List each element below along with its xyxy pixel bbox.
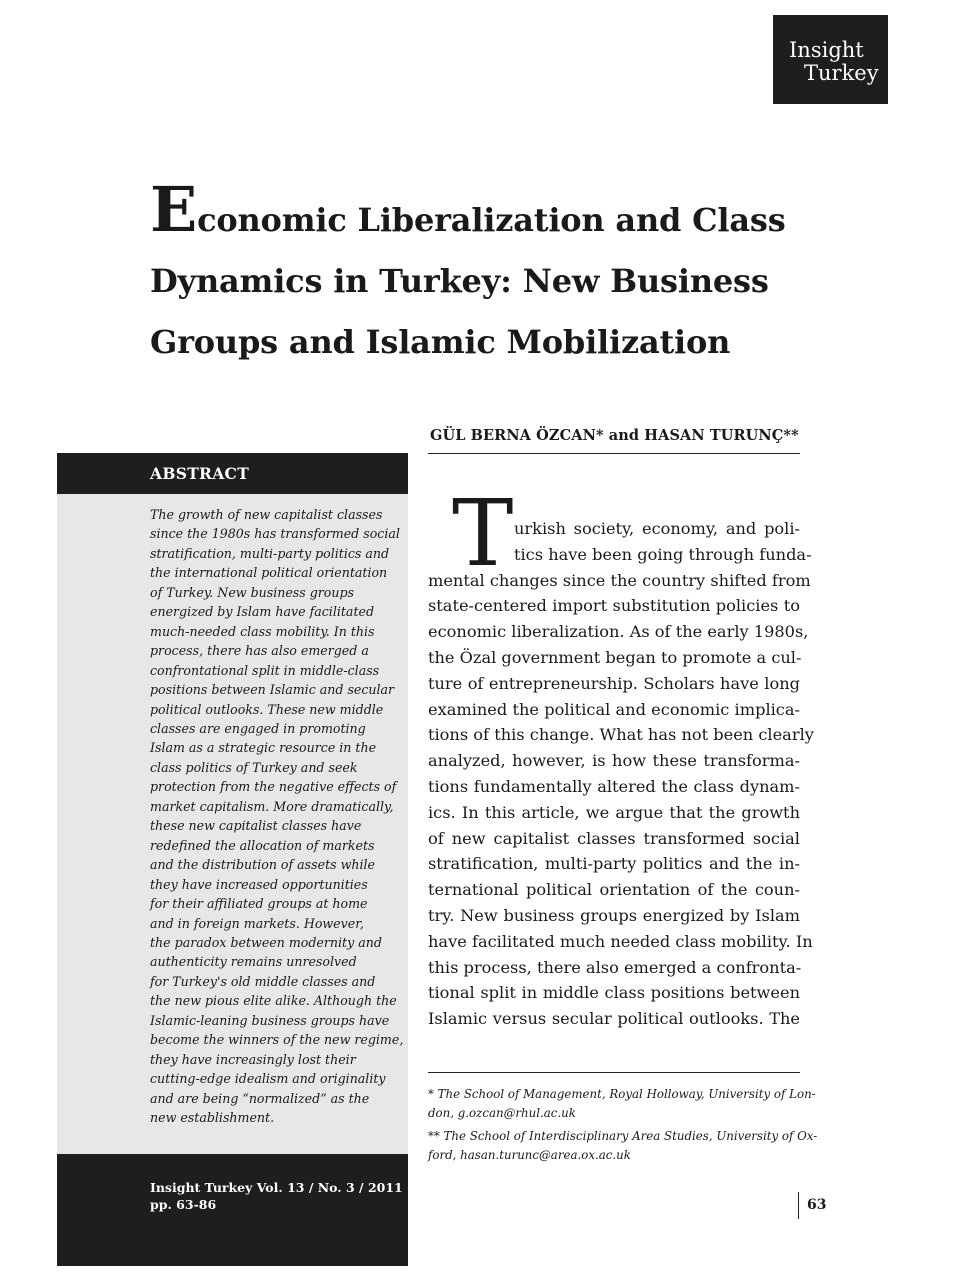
abstract-line: they have increased opportunities <box>150 876 368 892</box>
abstract-line: classes are engaged in promoting <box>150 720 366 736</box>
body-line: state-centered import substitution policies to <box>428 596 800 616</box>
body-line: the Özal government began to promote a cul- <box>428 647 802 667</box>
body-line: tions fundamentally altered the class dynam- <box>428 776 800 796</box>
abstract-header <box>57 453 408 494</box>
author-byline: GÜL BERNA ÖZCAN* and HASAN TURUNÇ** <box>430 427 799 444</box>
abstract-line: The growth of new capitalist classes <box>150 507 383 522</box>
footnote-line: * The School of Management, Royal Holloway, University of Lon- <box>428 1087 816 1101</box>
title-initial: E <box>150 173 198 246</box>
body-line: this process, there also emerged a confronta- <box>428 957 802 977</box>
abstract-line: become the winners of the new regime, <box>150 1032 404 1048</box>
title-line-3: Groups and Islamic Mobilization <box>150 323 731 361</box>
citation-box <box>57 1154 408 1266</box>
abstract-heading: ABSTRACT <box>150 464 250 483</box>
abstract-line: much-needed class mobility. In this <box>150 623 375 639</box>
body-line: tics have been going through funda- <box>514 544 812 564</box>
page-number-divider <box>798 1192 799 1219</box>
footnote-1 <box>428 1085 816 1123</box>
footnote-line: ford, hasan.turunc@area.ox.ac.uk <box>428 1148 631 1162</box>
abstract-line: Islam as a strategic resource in the <box>150 740 377 756</box>
title-line-2: Dynamics in Turkey: New Business <box>150 262 769 300</box>
abstract-line: political outlooks. These new middle <box>150 701 384 717</box>
body-line: analyzed, however, is how these transforma- <box>428 751 800 771</box>
body-line: stratification, multi-party politics and the in- <box>428 854 800 874</box>
abstract-line: the international political orientation <box>150 565 388 581</box>
body-line: examined the political and economic implica- <box>428 699 800 719</box>
abstract-line: market capitalism. More dramatically, <box>150 798 394 814</box>
abstract-line: confrontational split in middle-class <box>150 662 380 678</box>
journal-logo <box>773 15 888 104</box>
abstract-line: since the 1980s has transformed social <box>150 526 400 542</box>
body-text <box>428 516 814 1032</box>
body-line: mental changes since the country shifted from <box>428 570 811 590</box>
title-line-1 <box>150 173 810 251</box>
logo-line-2: Turkey <box>804 61 879 85</box>
body-line: have facilitated much needed class mobility. In <box>428 931 813 951</box>
abstract-line: the new pious elite alike. Although the <box>150 993 397 1009</box>
body-line: tional split in middle class positions between <box>428 983 800 1003</box>
abstract-line: stratification, multi-party politics and <box>150 545 390 561</box>
abstract-line: energized by Islam have facilitated <box>150 604 375 620</box>
abstract-line: protection from the negative effects of <box>150 779 397 795</box>
abstract-line: new establishment. <box>150 1110 275 1126</box>
byline-divider <box>428 453 800 454</box>
body-line: ternational political orientation of the coun- <box>428 880 800 900</box>
abstract-line: of Turkey. New business groups <box>150 584 355 600</box>
abstract-line: these new capitalist classes have <box>150 818 362 834</box>
body-line: ture of entrepreneurship. Scholars have long <box>428 673 800 693</box>
abstract-line: for their affiliated groups at home <box>150 896 368 912</box>
body-line: Islamic versus secular political outlooks. The <box>428 1009 800 1029</box>
body-line: urkish society, economy, and poli- <box>514 519 800 538</box>
abstract-line: they have increasingly lost their <box>150 1051 356 1067</box>
abstract-line: redefined the allocation of markets <box>150 837 375 853</box>
footnote-line: don, g.ozcan@rhul.ac.uk <box>428 1106 576 1120</box>
abstract-line: positions between Islamic and secular <box>150 682 395 698</box>
journal-issue: Insight Turkey Vol. 13 / No. 3 / 2011 <box>150 1180 403 1195</box>
abstract-line: process, there has also emerged a <box>150 643 369 659</box>
footnote-2 <box>428 1127 818 1165</box>
abstract-line: authenticity remains unresolved <box>150 954 357 970</box>
footnote-divider <box>428 1072 800 1073</box>
abstract-line: Islamic-leaning business groups have <box>150 1012 390 1028</box>
title-line-1-text: conomic Liberalization and Class <box>197 201 786 239</box>
logo-line-1: Insight <box>789 38 864 62</box>
abstract-line: cutting-edge idealism and originality <box>150 1071 386 1087</box>
body-line: of new capitalist classes transformed social <box>428 828 800 848</box>
footnote-line: ** The School of Interdisciplinary Area Studies, University of Ox- <box>428 1129 818 1143</box>
abstract-line: and are being “normalized” as the <box>150 1090 370 1106</box>
drop-cap: T <box>452 480 514 587</box>
page-range: pp. 63-86 <box>150 1197 217 1212</box>
abstract-line: and in foreign markets. However, <box>150 915 364 931</box>
body-line: ics. In this article, we argue that the growth <box>428 802 800 822</box>
abstract-line: for Turkey's old middle classes and <box>150 973 376 989</box>
abstract-line: the paradox between modernity and <box>150 934 382 950</box>
body-line: tions of this change. What has not been clearly <box>428 725 814 745</box>
body-line: try. New business groups energized by Islam <box>428 905 800 925</box>
abstract-line: class politics of Turkey and seek <box>150 759 358 775</box>
article-title <box>150 173 810 373</box>
abstract-line: and the distribution of assets while <box>150 857 375 873</box>
page-number: 63 <box>807 1197 827 1213</box>
abstract-text <box>150 505 404 1128</box>
body-line: economic liberalization. As of the early 1980s, <box>428 622 809 642</box>
